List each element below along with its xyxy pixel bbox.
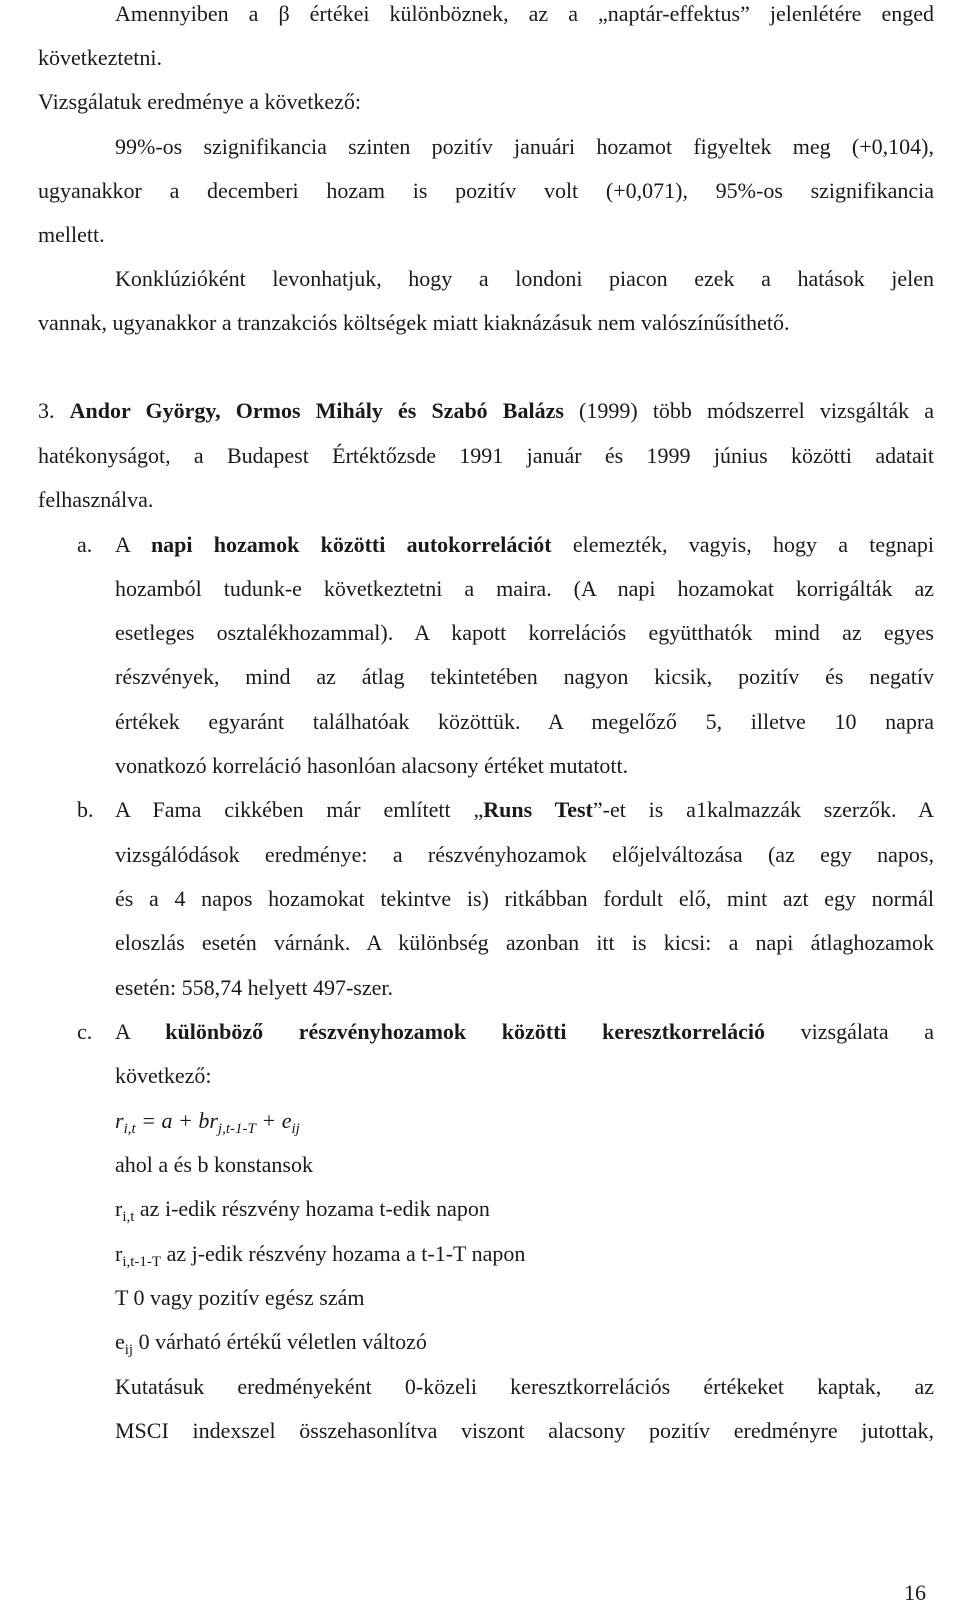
- emphasis: Runs Test: [483, 797, 593, 822]
- formula-subscript: j,t-1-T: [217, 1121, 256, 1137]
- list-marker-c: c.: [77, 1019, 93, 1044]
- paragraph-line: Kutatásuk eredményeként 0-közeli keresztkorrelációs értékeket kaptak, az: [115, 1374, 934, 1399]
- definition-text: az j-edik részvény hozama a t-1-T napon: [161, 1241, 526, 1266]
- page-number: 16: [904, 1580, 926, 1605]
- paragraph-line: Amennyiben a β értékei különböznek, az a „naptár-effektus” jelenlétére enged: [115, 1, 934, 26]
- paragraph-line: következtetni.: [38, 45, 163, 70]
- paragraph-line: Konklúzióként levonhatjuk, hogy a londoni piacon ezek a hatások jelen: [115, 266, 934, 291]
- paragraph-line: hozamból tudunk-e következtetni a maira. (A napi hozamokat korrigálták az: [115, 576, 934, 601]
- definition-line: [115, 1196, 490, 1225]
- paragraph-line: esetleges osztalékhozammal). A kapott korrelációs együtthatók mind az egyes: [115, 620, 934, 645]
- emphasis: különböző részvényhozamok közötti keresztkorreláció: [165, 1019, 766, 1044]
- text: vizsgálata a: [765, 1019, 934, 1044]
- paragraph-line: és a 4 napos hozamokat tekintve is) ritkábban fordult elő, mint azt egy normál: [115, 886, 934, 911]
- paragraph-line: MSCI indexszel összehasonlítva viszont alacsony pozitív eredményre jutottak,: [115, 1418, 934, 1443]
- definition-line: [115, 1329, 427, 1358]
- list-marker-a: a.: [77, 532, 93, 557]
- formula-part: r: [115, 1108, 124, 1133]
- paragraph-line: ugyanakkor a decemberi hozam is pozitív volt (+0,071), 95%-os szignifikancia: [38, 178, 934, 203]
- paragraph-line: Vizsgálatuk eredménye a következő:: [38, 89, 362, 114]
- formula-subscript: ij: [291, 1121, 300, 1137]
- symbol: r: [115, 1241, 123, 1266]
- paragraph-line: vonatkozó korreláció hasonlóan alacsony értéket mutatott.: [115, 753, 629, 778]
- authors: Andor György, Ormos Mihály és Szabó Balázs: [69, 398, 564, 423]
- paragraph-line: eloszlás esetén várnánk. A különbség azonban itt is kicsi: a napi átlaghozamok: [115, 930, 934, 955]
- paragraph-line: vizsgálódások eredménye: a részvényhozamok előjelváltozása (az egy napos,: [115, 842, 934, 867]
- definition-line: [115, 1241, 526, 1270]
- symbol-subscript: i,t-1-T: [122, 1254, 162, 1270]
- text: elemezték, vagyis, hogy a tegnapi: [551, 532, 935, 557]
- definition-line: T 0 vagy pozitív egész szám: [115, 1285, 365, 1310]
- paragraph-line: vannak, ugyanakkor a tranzakciós költségek miatt kiaknázásuk nem valószínűsíthető.: [38, 310, 790, 335]
- symbol: e: [115, 1329, 125, 1354]
- text: A Fama cikkében már említett „: [115, 797, 484, 822]
- definition-line: ahol a és b konstansok: [115, 1152, 313, 1177]
- paragraph-line: mellett.: [38, 222, 105, 247]
- definition-text: 0 várható értékű véletlen változó: [133, 1329, 427, 1354]
- paragraph-line: felhasználva.: [38, 487, 154, 512]
- symbol: r: [115, 1196, 123, 1221]
- paragraph-line: hatékonyságot, a Budapest Értéktőzsde 1991 január és 1999 június közötti adatait: [38, 443, 934, 468]
- symbol-subscript: i,t: [122, 1209, 135, 1225]
- item-number: 3.: [38, 398, 55, 423]
- paragraph-line: következő:: [115, 1063, 212, 1088]
- text: A: [115, 1019, 166, 1044]
- paragraph-line: 99%-os szignifikancia szinten pozitív januári hozamot figyeltek meg (+0,104),: [115, 134, 934, 159]
- definition-text: az i-edik részvény hozama t-edik napon: [134, 1196, 490, 1221]
- emphasis: napi hozamok közötti autokorrelációt: [150, 532, 552, 557]
- text: A: [115, 532, 151, 557]
- item-3-line-1: [38, 400, 934, 422]
- list-marker-b: b.: [77, 797, 94, 822]
- item-text: (1999) több módszerrel vizsgálták a: [563, 398, 934, 423]
- text: ”-et is a1kalmazzák szerzők. A: [592, 797, 934, 822]
- sub-item-a-line-1: [115, 534, 934, 556]
- paragraph-line: esetén: 558,74 helyett 497-szer.: [115, 975, 393, 1000]
- sub-item-c-line-1: [115, 1021, 934, 1043]
- formula-part: + e: [255, 1108, 292, 1133]
- paragraph-line: értékek egyaránt találhatóak közöttük. A megelőző 5, illetve 10 napra: [115, 709, 934, 734]
- sub-item-b-line-1: [115, 799, 934, 821]
- formula: [115, 1108, 300, 1137]
- symbol-subscript: ij: [124, 1342, 134, 1358]
- formula-part: = a + br: [135, 1108, 218, 1133]
- formula-subscript: i,t: [123, 1121, 136, 1137]
- paragraph-line: részvények, mind az átlag tekintetében nagyon kicsik, pozitív és negatív: [115, 664, 934, 689]
